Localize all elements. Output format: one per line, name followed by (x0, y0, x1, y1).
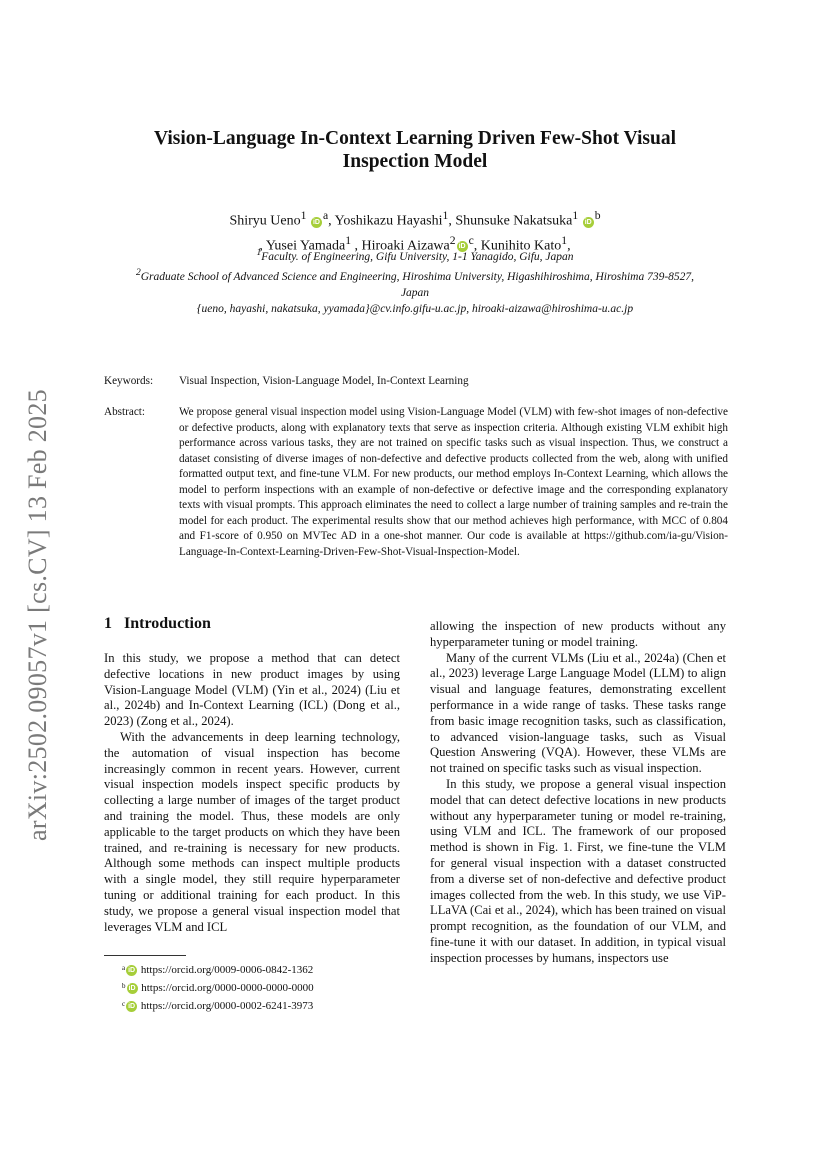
footnote (122, 960, 314, 978)
orcid-link[interactable]: https://orcid.org/0009-0006-0842-1362 (140, 964, 314, 976)
keywords-label: Keywords: (104, 375, 154, 387)
orcid-link[interactable]: https://orcid.org/0000-0000-0000-0000 (141, 982, 314, 994)
section-title: Introduction (124, 615, 211, 632)
affil-mark: 1 (345, 233, 352, 247)
affil-mark: 1 (300, 209, 307, 222)
orcid-mark: a (322, 209, 329, 222)
author-tail: , (567, 238, 571, 254)
orcid-link[interactable]: https://orcid.org/0000-0002-6241-3973 (140, 1000, 314, 1012)
author-emails: {ueno, hayashi, nakatsuka, yyamada}@cv.info.gifu-u.ac.jp, hiroaki-aizawa@hiroshima-u.ac.jp (196, 302, 634, 315)
orcid-icon: iD (128, 985, 136, 992)
affiliations (100, 245, 730, 317)
keywords-text: Visual Inspection, Vision-Language Model, In-Context Learning (179, 375, 469, 387)
orcid-icon[interactable]: iD (312, 218, 320, 226)
author-name: Shiryu Ueno (229, 213, 301, 229)
orcid-mark: b (594, 209, 601, 222)
author-name: , Shunsuke Nakatsuka (448, 213, 573, 229)
affil-mark: 1 (561, 233, 568, 247)
affil-mark: 1 (572, 209, 579, 222)
author-line-1 (100, 206, 730, 231)
paragraph-continued: allowing the inspection of new products without any hyperparameter tuning or model training. (430, 619, 726, 649)
orcid-icon: iD (128, 967, 136, 974)
affil-mark: 2 (135, 266, 141, 278)
abstract-text: We propose general visual inspection model using Vision-Language Model (VLM) with few-shot images of non-defective or defective products, along with explanatory texts that serve as inspection criteria. Although existing VLM exhibit high performance across various tasks, they are not trained on specific tasks such as visual inspection. Thus, we construct a dataset consisting of diverse images of non-defective and defective products collected from the web, along with unified formatted output text, and fine-tune VLM. For new products, our method employs In-Context Learning, which allows the model to perform inspections with an example of non-defective or defective image and the corresponding explanatory texts with visual prompts. This approach eliminates the need to collect a large number of training samples and re-train the model for each product. The experimental results show that our method achieves high performance, with MCC of 0.804 and F1-score of 0.950 on MVTec AD in a one-shot manner. Our code is available at https://github.com/ia-gu/Vision-Language-In-Context-Learning-Driven-Few-Shot-Visual-Inspection-Model. (179, 406, 728, 558)
paper-title: Vision-Language In-Context Learning Driven Few-Shot Visual Inspection Model (153, 128, 677, 172)
section-heading (104, 614, 400, 634)
paragraph: In this study, we propose a method that can detect defective locations in new product images by using Vision-Language Model (VLM) (Yin et al., 2024) (Liu et al., 2024b) and In-Context Learning (ICL) (Dong et al., 2023) (Zong et al., 2024). (104, 651, 400, 729)
affiliation-2-cont: Japan (400, 286, 430, 299)
left-column (104, 614, 400, 935)
paragraph: With the advancements in deep learning technology, the automation of visual inspection has become increasingly common in recent years. However, current visual inspection models inspect specific products by collecting a large number of images of the target product and training the model. Thus, these models are only applicable to the target products on which they have been trained, and re-training is necessary for new products. Although some methods can inspect multiple products with a single model, they still require hyperparameter tuning or additional training for each product. In this study, we propose a general visual inspection model that leverages VLM and ICL (104, 729, 400, 934)
footnote-mark: c (122, 1000, 126, 1008)
orcid-icon[interactable]: iD (584, 218, 592, 226)
affil-mark: 1 (442, 209, 449, 222)
paragraph: Many of the current VLMs (Liu et al., 2024a) (Chen et al., 2023) leverage Large Language Model (LLM) to align visual and language features, demonstrating excellent performance in a wide range of tasks. These tasks range from basic image recognition tasks, such as classification, to advanced vision-language tasks, such as Visual Question Answering (VQA). However, these VLMs are not trained on specific tasks such as visual inspection. (430, 650, 726, 776)
arxiv-id-text: arXiv:2502.09057v1 [cs.CV] 13 Feb 2025 (23, 389, 52, 841)
arxiv-sidebar-identifier (20, 365, 56, 865)
orcid-icon[interactable]: iD (458, 243, 466, 251)
affiliation-text: Graduate School of Advanced Science and Engineering, Hiroshima University, Higashihiroshima, Hiroshima 739-8527, (140, 270, 695, 283)
author-name: , Yusei Yamada (259, 238, 346, 254)
footnote (122, 996, 314, 1014)
author-name: , Kunihito Kato (473, 238, 562, 254)
affil-mark: 1 (256, 247, 262, 258)
abstract-row (104, 405, 728, 560)
footnote-mark: b (122, 982, 126, 990)
orcid-mark: c (468, 233, 474, 247)
affiliation-text: Faculty. of Engineering, Gifu University, 1-1 Yanagido, Gifu, Japan (261, 250, 574, 263)
affil-mark: 2 (449, 233, 456, 247)
abstract-label: Abstract: (104, 406, 146, 418)
footnote (122, 978, 314, 996)
section-number: 1 (104, 615, 112, 632)
footnotes (122, 960, 314, 1014)
affiliation-1 (100, 245, 730, 265)
footnote-divider (104, 955, 186, 956)
author-name: , Yoshikazu Hayashi (328, 213, 443, 229)
orcid-icon: iD (128, 1003, 136, 1010)
author-name: , Hiroaki Aizawa (351, 238, 450, 254)
footnote-mark: a (122, 964, 126, 972)
affiliation-2 (100, 265, 730, 285)
right-column (430, 619, 726, 967)
paragraph: In this study, we propose a general visual inspection model that can detect defective locations in new products without any hyperparameter tuning or model re-training, using VLM and ICL. The framework of our proposed method is shown in Fig. 1. First, we fine-tune the VLM for general visual inspection with a dataset constructed from a diverse set of non-defective and defective product images collected from the web. In this study, we use ViP-LLaVA (Cai et al., 2024), which has been trained on visual prompt recognition, as the foundation of our VLM, and fine-tune it with our dataset. In addition, in typical visual inspection processes by humans, inspectors use (430, 776, 726, 965)
